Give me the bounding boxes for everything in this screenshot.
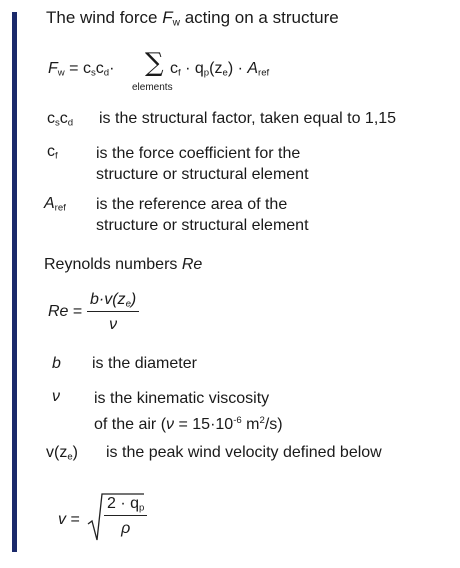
definition-cf: is the force coefficient for the structure or structural element: [96, 145, 309, 183]
definition-nu: is the kinematic viscosity of the air ($\nu = 15\cdot 10^{-6}$ $m^2/s$): [94, 390, 283, 433]
accent-bar: [12, 12, 17, 552]
summation-subscript: elements: [132, 82, 173, 93]
definition-vze: is the peak wind velocity defined below: [106, 444, 382, 461]
definition-cscd: is the structural factor, taken equal to 1,15: [99, 110, 397, 127]
wind-force-equation-rhs: $c_f \cdot q_p(z_e) \cdot A_{ref}$: [170, 60, 270, 79]
reynolds-fraction: $\frac{b\cdot v(z_e)}{\nu}$: [87, 291, 139, 334]
symbol-b: b: [52, 355, 61, 372]
symbol-nu: ν: [52, 388, 60, 405]
velocity-equation-lhs: v =: [58, 511, 80, 528]
velocity-fraction: $\frac{2 \cdot q_p}{\rho}$: [104, 495, 147, 538]
definition-aref: is the reference area of the structure or structural element: [96, 196, 309, 234]
symbol-vze: $v(z_e)$: [46, 444, 78, 463]
symbol-aref: $A_{ref}$: [44, 195, 66, 214]
reynolds-equation-lhs: Re =: [48, 303, 83, 320]
reynolds-heading: Reynolds numbers Re: [44, 256, 203, 273]
symbol-cscd: $c_sc_d$: [47, 110, 74, 129]
wind-force-equation: $F_w = c_sc_d\cdot$: [48, 60, 115, 79]
summation-symbol: ∑: [145, 48, 164, 78]
symbol-cf: $c_f$: [47, 143, 58, 162]
definition-b: is the diameter: [92, 355, 197, 372]
page-title: The wind force $F_w$ acting on a structure: [46, 8, 339, 29]
